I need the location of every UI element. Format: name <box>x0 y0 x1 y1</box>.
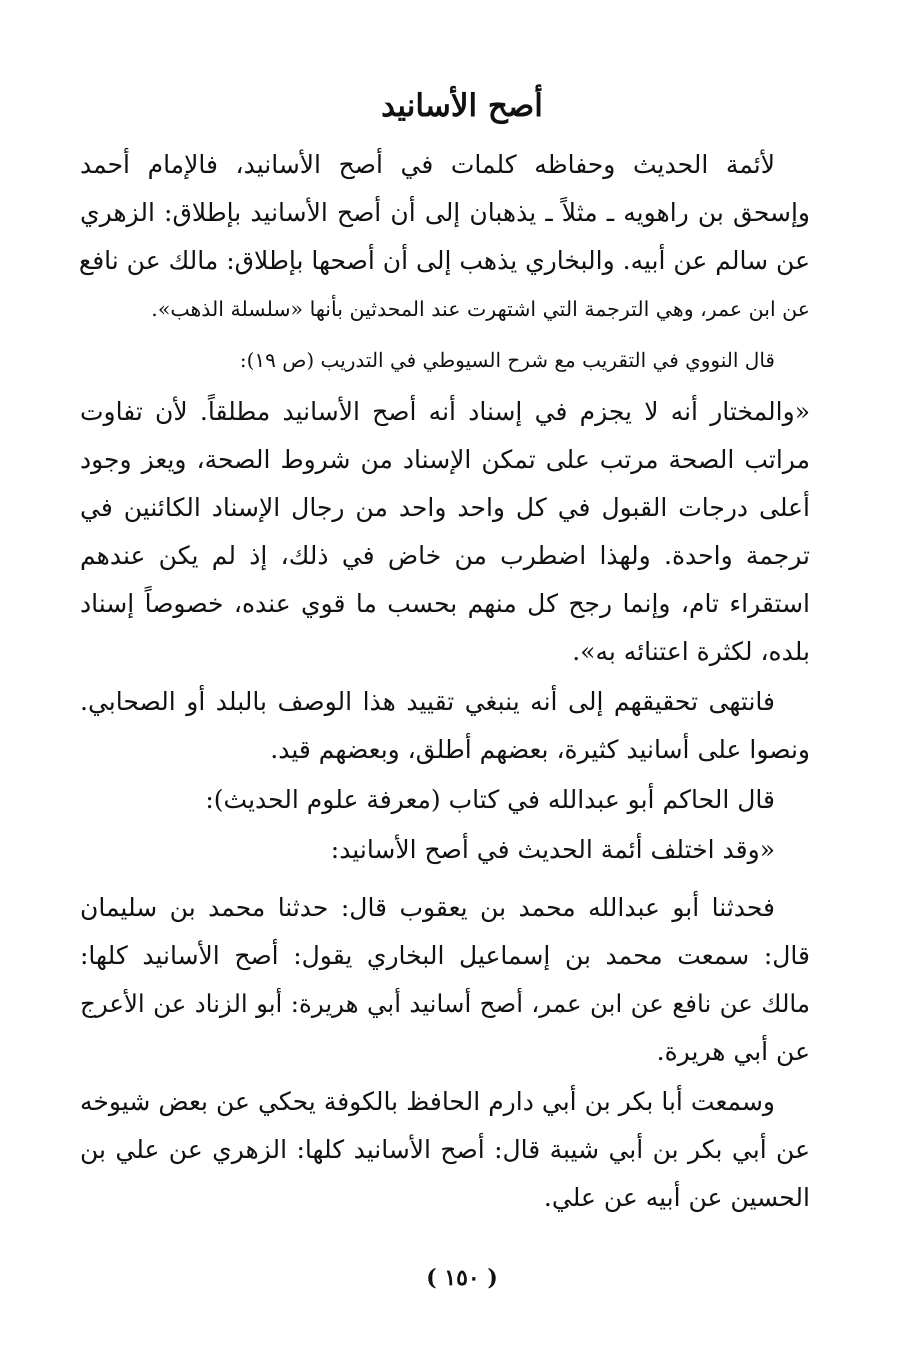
text-line: عن أبي بكر بن أبي شيبة قال: أصح الأسانيد كلها: الزهري عن علي بن <box>80 1135 810 1164</box>
text-line: ترجمة واحدة. ولهذا اضطرب من خاض في ذلك، إذ لم يكن عندهم <box>80 541 810 570</box>
text-line: استقراء تام، وإنما رجح كل منهم بحسب ما قوي عنده، خصوصاً إسناد <box>80 589 810 618</box>
text-line: «والمختار أنه لا يجزم في إسناد أنه أصح الأسانيد مطلقاً. لأن تفاوت <box>80 397 810 426</box>
text-line: أعلى درجات القبول في كل واحد واحد من رجال الإسناد الكائنين في <box>80 493 810 522</box>
text-line: مراتب الصحة مرتب على تمكن الإسناد من شروط الصحة، ويعز وجود <box>80 445 810 474</box>
text-line: عن أبي هريرة. <box>656 1037 810 1066</box>
page-number: ( ١٥٠ ) <box>426 1265 498 1291</box>
text-line: بلده، لكثرة اعتنائه به». <box>572 637 810 666</box>
text-line: «وقد اختلف أئمة الحديث في أصح الأسانيد: <box>330 835 775 864</box>
text-line: مالك عن نافع عن ابن عمر، أصح أسانيد أبي هريرة: أبو الزناد عن الأعرج <box>80 989 810 1018</box>
text-line: ونصوا على أسانيد كثيرة، بعضهم أطلق، وبعضهم قيد. <box>270 735 810 764</box>
text-line: عن ابن عمر، وهي الترجمة التي اشتهرت عند المحدثين بأنها «سلسلة الذهب». <box>151 297 810 321</box>
page-title: أصح الأسانيد <box>381 88 543 124</box>
text-line: قال الحاكم أبو عبدالله في كتاب (معرفة علوم الحديث): <box>205 785 775 814</box>
text-line: لأئمة الحديث وحفاظه كلمات في أصح الأسانيد، فالإمام أحمد <box>80 150 775 179</box>
text-line: فحدثنا أبو عبدالله محمد بن يعقوب قال: حدثنا محمد بن سليمان <box>80 893 775 922</box>
text-line: وسمعت أبا بكر بن أبي دارم الحافظ بالكوفة يحكي عن بعض شيوخه <box>80 1087 775 1116</box>
text-line: فانتهى تحقيقهم إلى أنه ينبغي تقييد هذا الوصف بالبلد أو الصحابي. <box>80 687 775 716</box>
text-line: قال: سمعت محمد بن إسماعيل البخاري يقول: أصح الأسانيد كلها: <box>80 941 810 970</box>
text-line: قال النووي في التقريب مع شرح السيوطي في التدريب (ص ١٩): <box>239 348 775 372</box>
text-line: عن سالم عن أبيه. والبخاري يذهب إلى أن أصحها بإطلاق: مالك عن نافع <box>78 246 810 275</box>
text-line: الحسين عن أبيه عن علي. <box>543 1183 810 1212</box>
text-line: وإسحق بن راهويه ـ مثلاً ـ يذهبان إلى أن أصح الأسانيد بإطلاق: الزهري <box>80 198 810 227</box>
